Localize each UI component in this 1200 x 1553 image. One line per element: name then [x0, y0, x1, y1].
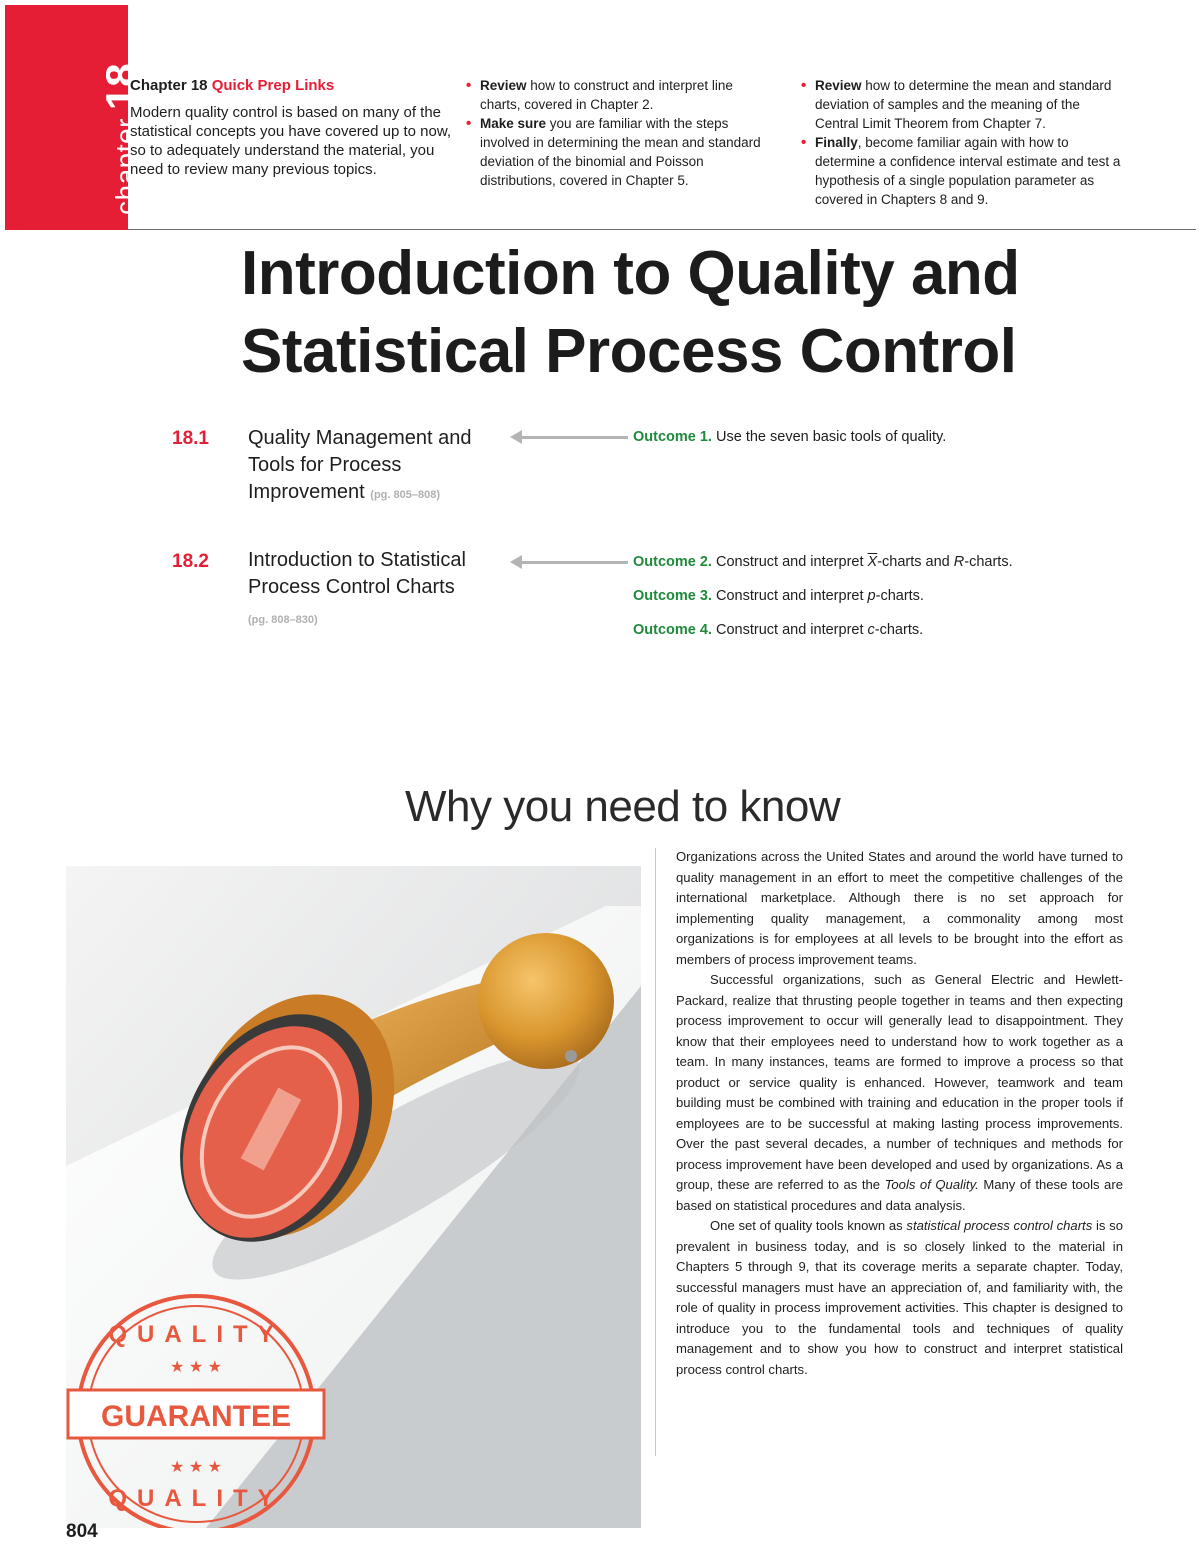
quick-prep-title-prefix: Chapter 18	[130, 77, 208, 94]
stamp-top-text: QUALITY	[108, 1321, 284, 1348]
outcome-4: Outcome 4. Construct and interpret c-charts.	[633, 622, 924, 638]
chapter-title-line-2: Statistical Process Control	[241, 317, 1017, 386]
section-arrow-line	[520, 436, 628, 439]
section-page-range: (pg. 808–830)	[248, 614, 318, 626]
rubber-stamp-photo	[66, 866, 641, 1528]
bullet-text: you are familiar with the steps involved in determining the mean and standard deviation of the binomial and Poisson distributions, covered in Chapter 5.	[480, 116, 761, 188]
section-title-line: Tools for Process	[248, 454, 402, 476]
why-heading: Why you need to know	[405, 782, 841, 831]
chapter-title	[241, 235, 1181, 391]
bullet-lead: Review	[815, 78, 862, 93]
bullet-lead: Finally	[815, 135, 858, 150]
stamp-stars: ★ ★ ★	[170, 1359, 222, 1376]
outcome-label: Outcome 1.	[633, 429, 712, 445]
outcome-text: Use the seven basic tools of quality.	[716, 429, 947, 445]
page-number: 804	[66, 1521, 98, 1542]
section-title-line: Quality Management and	[248, 427, 472, 449]
chapter-tab	[5, 5, 144, 230]
quick-prep-title-highlight: Quick Prep Links	[211, 77, 335, 94]
stamp-middle-text: GUARANTEE	[100, 1400, 292, 1433]
column-divider	[655, 848, 656, 1456]
section-title-18-2[interactable]	[248, 547, 518, 634]
body-paragraph: One set of quality tools known as statistical process control charts is so prevalent in business today, and is so closely linked to the material in Chapters 5 through 9, that its coverage merits a separate chapter. Today, successful managers must have an appreciation of, and familiarity with, the role of quality in process improvement activities. This chapter is designed to introduce you to the fundamental tools and techniques of quality management and to show you how to construct and interpret statistical process control charts.	[676, 1218, 1123, 1377]
outcome-2: Outcome 2. Construct and interpret $\overline{X}$-charts and R-charts.	[633, 554, 1013, 570]
quick-prep-bullets-col-1	[466, 76, 772, 190]
chapter-word: chapter	[110, 118, 141, 215]
outcome-3: Outcome 3. Construct and interpret p-charts.	[633, 588, 924, 604]
body-paragraph: Organizations across the United States and around the world have turned to quality management in an effort to meet the competitive challenges of the international marketplace. Although there is no set approach for implementing quality management, a commonality among most organizations is for employees at all levels to be brought into the effort as members of process improvement teams.	[676, 849, 1123, 967]
section-title-line: Process Control Charts	[248, 576, 455, 598]
outcome-label: Outcome 4.	[633, 622, 712, 638]
quick-prep-bullet: • Review how to determine the mean and standard deviation of samples and the meaning of the Central Limit Theorem from Chapter 7.	[801, 77, 1112, 131]
why-body-text	[676, 847, 1123, 1380]
body-paragraph: Successful organizations, such as General Electric and Hewlett-Packard, realize that thrusting people together in teams and then expecting process improvement to occur will generally lead to disappointment. They know that their employees need to understand how to work together as a team. In many instances, teams are formed to improve a process so that product or service quality is enhanced. However, teamwork and team building must be combined with training and education in the proper tools if employees are to be successful at making lasting process improvements. Over the past several decades, a number of techniques and methods for process improvement have been developed and used by organizations. As a group, these are referred to as the Tools of Quality. Many of these tools are based on statistical procedures and data analysis.	[676, 972, 1123, 1213]
section-title-line: Introduction to Statistical	[248, 549, 466, 571]
outcome-label: Outcome 2.	[633, 554, 712, 570]
quick-prep-intro-block	[130, 76, 452, 179]
section-arrow-line	[520, 561, 628, 564]
section-title-18-1[interactable]	[248, 425, 518, 509]
bullet-lead: Review	[480, 78, 527, 93]
quick-prep-bullet: • Finally, become familiar again with how to determine a confidence interval estimate and test a hypothesis of a single population parameter as covered in Chapters 8 and 9.	[801, 134, 1121, 207]
x-bar-symbol: $\overline{X}$	[867, 554, 878, 570]
quick-prep-bullets-col-2	[801, 76, 1123, 209]
bullet-text: how to determine the mean and standard deviation of samples and the meaning of the Central Limit Theorem from Chapter 7.	[815, 78, 1112, 131]
quick-prep-bullet: • Review how to construct and interpret line charts, covered in Chapter 2.	[466, 77, 733, 112]
section-page-range: (pg. 805–808)	[370, 489, 440, 501]
bullet-text: , become familiar again with how to determine a confidence interval estimate and test a hypothesis of a single population parameter as covered in Chapters 8 and 9.	[815, 135, 1121, 207]
chapter-number: 18	[97, 63, 144, 111]
chapter-title-line-1: Introduction to Quality and	[241, 239, 1020, 308]
bullet-text: how to construct and interpret line charts, covered in Chapter 2.	[480, 78, 733, 112]
section-number-18-2: 18.2	[172, 551, 209, 572]
outcome-label: Outcome 3.	[633, 588, 712, 604]
section-number-18-1: 18.1	[172, 428, 209, 449]
quick-prep-title	[130, 76, 452, 95]
quick-prep-intro: Modern quality control is based on many of the statistical concepts you have covered up to now, so to adequately understand the material, you need to review many previous topics.	[130, 104, 452, 178]
bullet-lead: Make sure	[480, 116, 547, 131]
quick-prep-bullet: • Make sure you are familiar with the steps involved in determining the mean and standard deviation of the binomial and Poisson distributions, covered in Chapter 5.	[466, 115, 761, 188]
stamp-stars: ★ ★ ★	[170, 1459, 222, 1476]
section-title-line: Improvement (pg. 805–808)	[248, 481, 440, 503]
header-divider	[128, 229, 1196, 230]
stamp-bottom-text: QUALITY	[108, 1485, 284, 1512]
outcome-1	[633, 429, 946, 445]
